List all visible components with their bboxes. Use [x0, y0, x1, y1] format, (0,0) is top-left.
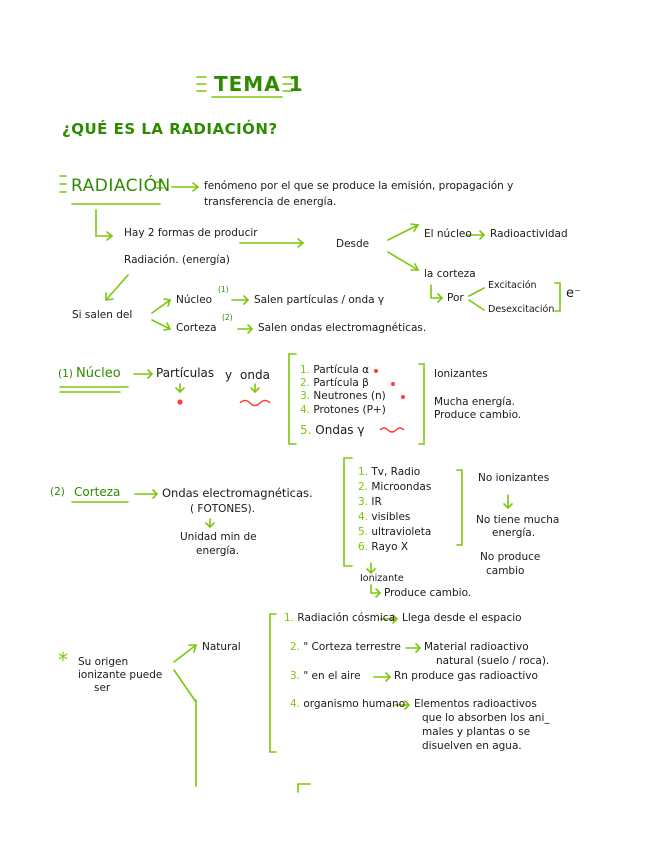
- origen-result-1: Llega desde el espacio: [402, 612, 522, 624]
- origen-item-4: 4. organismo humano: [290, 698, 406, 710]
- list-item: 1. Tv, Radio: [358, 466, 421, 478]
- y-label: y: [225, 368, 233, 382]
- origen-result-4c: males y plantas o se: [422, 726, 531, 738]
- origen-line-3: ser: [94, 682, 111, 694]
- onda-label: onda: [240, 368, 270, 382]
- no-produce-line-2: cambio: [486, 565, 525, 577]
- corteza-section-label: Corteza: [74, 485, 121, 499]
- nucleo-label: Núcleo: [176, 294, 213, 306]
- origen-item-2: 2. " Corteza terrestre: [290, 641, 401, 653]
- ionizante-label: Ionizante: [360, 573, 404, 584]
- nucleo-note: (1): [218, 285, 229, 294]
- list-item: 4. visibles: [358, 511, 411, 523]
- list-item: 2. Partícula β: [300, 377, 369, 389]
- definition-line-1: fenómeno por el que se produce la emisión, propagación y: [204, 180, 514, 192]
- desexcitacion-label: Desexcitación: [488, 304, 555, 315]
- natural-label: Natural: [202, 641, 241, 653]
- por-label: Por: [447, 292, 464, 304]
- nucleo-section-label: Núcleo: [76, 366, 121, 381]
- list-item: 4. Protones (P+): [300, 404, 386, 416]
- origen-result-2b: natural (suelo / roca).: [436, 655, 550, 667]
- no-tiene-line-1: No tiene mucha: [476, 514, 560, 526]
- page-title: TEMA 1: [214, 72, 304, 96]
- origen-result-3: Rn produce gas radioactivo: [394, 670, 538, 682]
- desde-label: Desde: [336, 238, 370, 250]
- formas-line-2: Radiación. (energía): [124, 254, 230, 266]
- list-item: 1. Partícula α: [300, 364, 370, 376]
- nucleo-output: Salen partículas / onda γ: [254, 294, 385, 306]
- nucleo-section-num: (1): [58, 368, 73, 380]
- origen-result-4b: que lo absorben los ani_: [422, 712, 550, 724]
- no-produce-line-1: No produce: [480, 551, 541, 563]
- list-item: 2. Microondas: [358, 481, 432, 493]
- no-ionizantes-label: No ionizantes: [478, 472, 550, 484]
- nucleo-source: El núcleo: [424, 228, 472, 240]
- particulas-label: Partículas: [156, 366, 215, 380]
- corteza-source: la corteza: [424, 268, 476, 280]
- origen-line-2: ionizante puede: [78, 669, 163, 681]
- no-tiene-line-2: energía.: [492, 527, 536, 539]
- ondas-em-label: Ondas electromagnéticas.: [162, 486, 313, 500]
- produce-cambio-2: Produce cambio.: [384, 587, 472, 599]
- origen-result-2: Material radioactivo: [424, 641, 529, 653]
- mucha-energia: Mucha energía.: [434, 396, 515, 408]
- produce-cambio: Produce cambio.: [434, 409, 522, 421]
- list-item: 5. Ondas γ: [300, 423, 365, 437]
- origen-item-1: 1. Radiación cósmica: [284, 612, 396, 624]
- corteza-section-num: (2): [50, 486, 65, 498]
- si-salen-label: Si salen del: [72, 309, 133, 321]
- ionizantes-label: Ionizantes: [434, 368, 488, 380]
- corteza-output: Salen ondas electromagnéticas.: [258, 322, 427, 334]
- radiacion-heading: RADIACIÓN: [71, 176, 171, 196]
- origen-result-4: Elementos radioactivos: [414, 698, 537, 710]
- definition-line-2: transferencia de energía.: [204, 196, 337, 208]
- list-item: 6. Rayo X: [358, 541, 409, 553]
- corteza-note: (2): [222, 313, 233, 322]
- excitacion-label: Excitación: [488, 280, 537, 291]
- question-heading: ¿QUÉ ES LA RADIACIÓN?: [62, 120, 278, 138]
- unidad-line-2: energía.: [196, 545, 240, 557]
- formas-line-1: Hay 2 formas de producir: [124, 227, 258, 239]
- list-item: 3. IR: [358, 496, 382, 508]
- list-item: 5. ultravioleta: [358, 526, 432, 538]
- star-bullet: *: [58, 648, 68, 672]
- electron-symbol: e⁻: [566, 286, 581, 301]
- origen-result-4d: disuelven en agua.: [422, 740, 522, 752]
- radioactividad-label: Radioactividad: [490, 228, 568, 240]
- unidad-line-1: Unidad min de: [180, 531, 257, 543]
- origen-item-3: 3. " en el aire: [290, 670, 361, 682]
- corteza-label: Corteza: [176, 322, 217, 334]
- list-item: 3. Neutrones (n): [300, 390, 386, 402]
- fotones-label: ( FOTONES).: [190, 503, 256, 515]
- origen-line-1: Su origen: [78, 656, 129, 668]
